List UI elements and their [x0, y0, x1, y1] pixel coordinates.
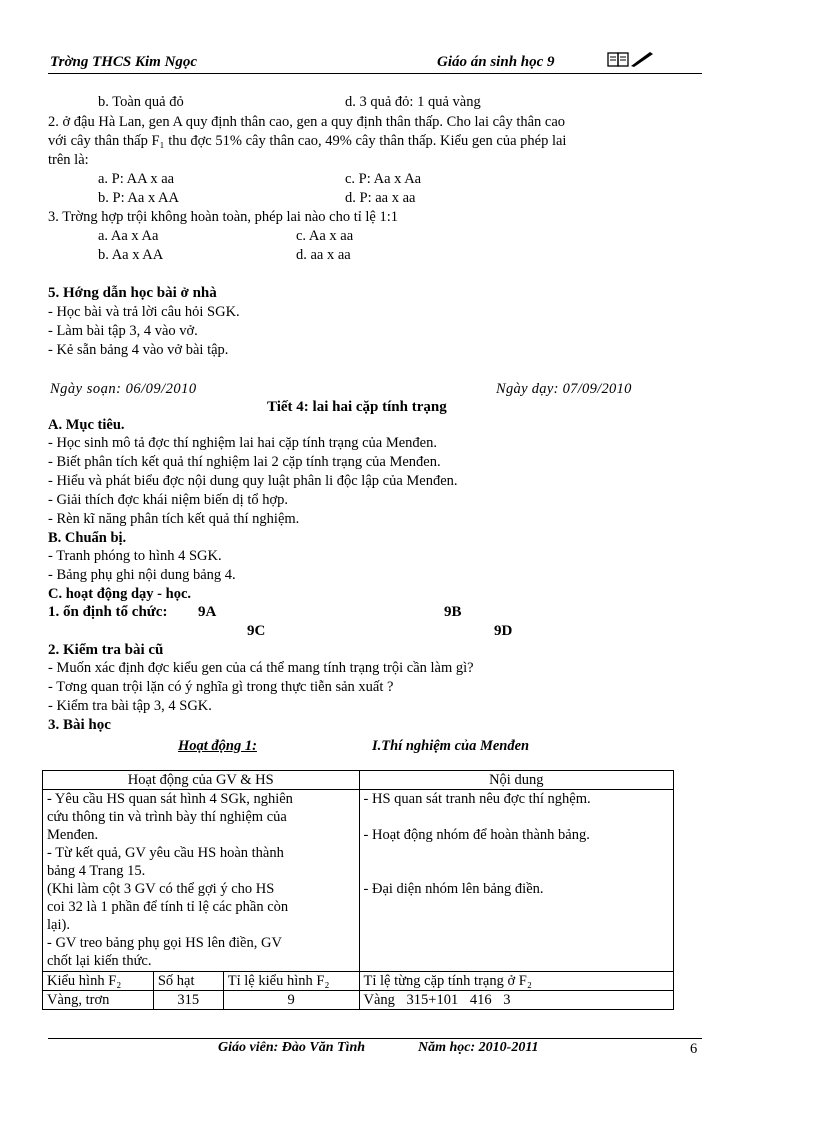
- section-c-title: C. hoạt động dạy - học.: [48, 586, 192, 602]
- class-9a: 9A: [198, 604, 217, 620]
- prep-date: Ngày soạn: 06/09/2010: [50, 381, 197, 397]
- section-b-title: B. Chuẩn bị.: [48, 530, 127, 546]
- q2-line3: trên là:: [48, 152, 89, 168]
- section-a-title: A. Mục tiêu.: [48, 417, 125, 433]
- school-name: Trờng THCS Kim Ngọc: [50, 54, 198, 70]
- review-question: - Tơng quan trội lặn có ý nghĩa gì trong thực tiễn sản xuất ?: [48, 679, 394, 695]
- q2-line2: với cây thân thấp F₁ thu đợc 51% cây thân cao, 49% cây thân thấp. Kiểu gen của phép lai: [48, 133, 567, 149]
- sub-header-trait-ratio: Tỉ lệ từng cặp tính trạng ở F₂: [359, 972, 673, 991]
- activity-line: bảng 4 Trang 15.: [47, 863, 146, 879]
- subject-title: Giáo án sinh học 9: [437, 54, 555, 70]
- activity-label: Hoạt động 1:: [178, 738, 257, 754]
- activities-cell: [43, 790, 360, 972]
- objective-item: - Biết phân tích kết quả thí nghiệm lai 2 cặp tính trạng của Menđen.: [48, 454, 441, 470]
- q1-option-d: d. 3 quả đỏ: 1 quả vàng: [345, 94, 481, 110]
- book-pen-icon: [606, 48, 662, 75]
- q2-option-d: d. P: aa x aa: [345, 190, 416, 206]
- homework-item: - Làm bài tập 3, 4 vào vở.: [48, 323, 198, 339]
- q3-text: 3. Trờng hợp trội không hoàn toàn, phép lai nào cho tỉ lệ 1:1: [48, 209, 399, 225]
- activity-line: (Khi làm cột 3 GV có thể gợi ý cho HS: [47, 881, 275, 897]
- teach-date: Ngày dạy: 07/09/2010: [496, 381, 632, 397]
- objective-item: - Rèn kĩ năng phân tích kết quả thí nghiệm.: [48, 511, 300, 527]
- preparation-item: - Bảng phụ ghi nội dung bảng 4.: [48, 567, 236, 583]
- step2-title: 2. Kiểm tra bài cũ: [48, 642, 164, 658]
- table-cell: 9: [223, 991, 359, 1010]
- homework-title: 5. Hớng dẫn học bài ở nhà: [48, 285, 217, 301]
- activity-line: - Yêu cầu HS quan sát hình 4 SGk, nghiên: [47, 791, 293, 807]
- homework-item: - Kẻ sẵn bảng 4 vào vở bài tập.: [48, 342, 229, 358]
- teacher-name: Giáo viên: Đào Văn Tình: [218, 1040, 366, 1055]
- activity-line: - GV treo bảng phụ gọi HS lên điền, GV: [47, 935, 282, 951]
- content-line: - HS quan sát tranh nêu đợc thí nghệm.: [363, 791, 591, 807]
- preparation-item: - Tranh phóng to hình 4 SGK.: [48, 548, 222, 564]
- header-rule: [48, 73, 702, 74]
- footer-rule: [48, 1038, 702, 1039]
- q1-option-b: b. Toàn quả đỏ: [98, 94, 184, 110]
- class-9b: 9B: [444, 604, 462, 620]
- step3-title: 3. Bài học: [48, 717, 111, 733]
- q3-option-a: a. Aa x Aa: [98, 228, 159, 244]
- activity-line: lại).: [47, 917, 70, 933]
- activity-table: [42, 770, 674, 1010]
- lesson-title: Tiết 4: lai hai cặp tính trạng: [267, 399, 447, 415]
- table-cell: Vàng 315+101 416 3: [359, 991, 673, 1010]
- activity-line: chốt lại kiến thức.: [47, 953, 152, 969]
- q3-option-c: c. Aa x aa: [296, 228, 354, 244]
- sub-header-phenotype: Kiểu hình F₂: [43, 972, 154, 991]
- content-cell: [359, 790, 673, 972]
- activity-line: cứu thông tin và trình bày thí nghiệm của: [47, 809, 287, 825]
- content-line: - Hoạt động nhóm để hoàn thành bảng.: [363, 827, 590, 843]
- sub-header-seed-count: Số hạt: [153, 972, 223, 991]
- homework-item: - Học bài và trả lời câu hỏi SGK.: [48, 304, 240, 320]
- activity-line: - Từ kết quả, GV yêu cầu HS hoàn thành: [47, 845, 284, 861]
- q2-option-c: c. P: Aa x Aa: [345, 171, 422, 187]
- table-cell: Vàng, trơn: [43, 991, 154, 1010]
- activity-line: Menđen.: [47, 827, 99, 843]
- review-question: - Kiểm tra bài tập 3, 4 SGK.: [48, 698, 212, 714]
- review-question: - Muốn xác định đợc kiểu gen của cá thể mang tính trạng trội cần làm gì?: [48, 660, 474, 676]
- activity-line: coi 32 là 1 phần để tính tỉ lệ các phần còn: [47, 899, 289, 915]
- col-header-content: Nội dung: [359, 771, 673, 790]
- activity-title: I.Thí nghiệm của Menđen: [372, 738, 530, 754]
- class-9d: 9D: [494, 623, 513, 639]
- q2-option-a: a. P: AA x aa: [98, 171, 175, 187]
- content-line: - Đại diện nhóm lên bảng điền.: [363, 881, 544, 897]
- col-header-activities: Hoạt động của GV & HS: [43, 771, 360, 790]
- objective-item: - Học sinh mô tả đợc thí nghiệm lai hai cặp tính trạng của Menđen.: [48, 435, 437, 451]
- q3-option-b: b. Aa x AA: [98, 247, 164, 263]
- objective-item: - Giải thích đợc khái niệm biến dị tổ hợp.: [48, 492, 289, 508]
- q3-option-d: d. aa x aa: [296, 247, 351, 263]
- table-cell: 315: [153, 991, 223, 1010]
- q2-option-b: b. P: Aa x AA: [98, 190, 179, 206]
- class-9c: 9C: [247, 623, 266, 639]
- school-year: Năm học: 2010-2011: [418, 1040, 539, 1055]
- step1-title: 1. ổn định tổ chức:: [48, 604, 168, 620]
- q2-line1: 2. ở đậu Hà Lan, gen A quy định thân cao, gen a quy định thân thấp. Cho lai cây thân cao: [48, 114, 566, 130]
- sub-header-phenotype-ratio: Tỉ lệ kiểu hình F₂: [223, 972, 359, 991]
- page-number: 6: [690, 1041, 698, 1057]
- objective-item: - Hiểu và phát biểu đợc nội dung quy luật phân li độc lập của Menđen.: [48, 473, 458, 489]
